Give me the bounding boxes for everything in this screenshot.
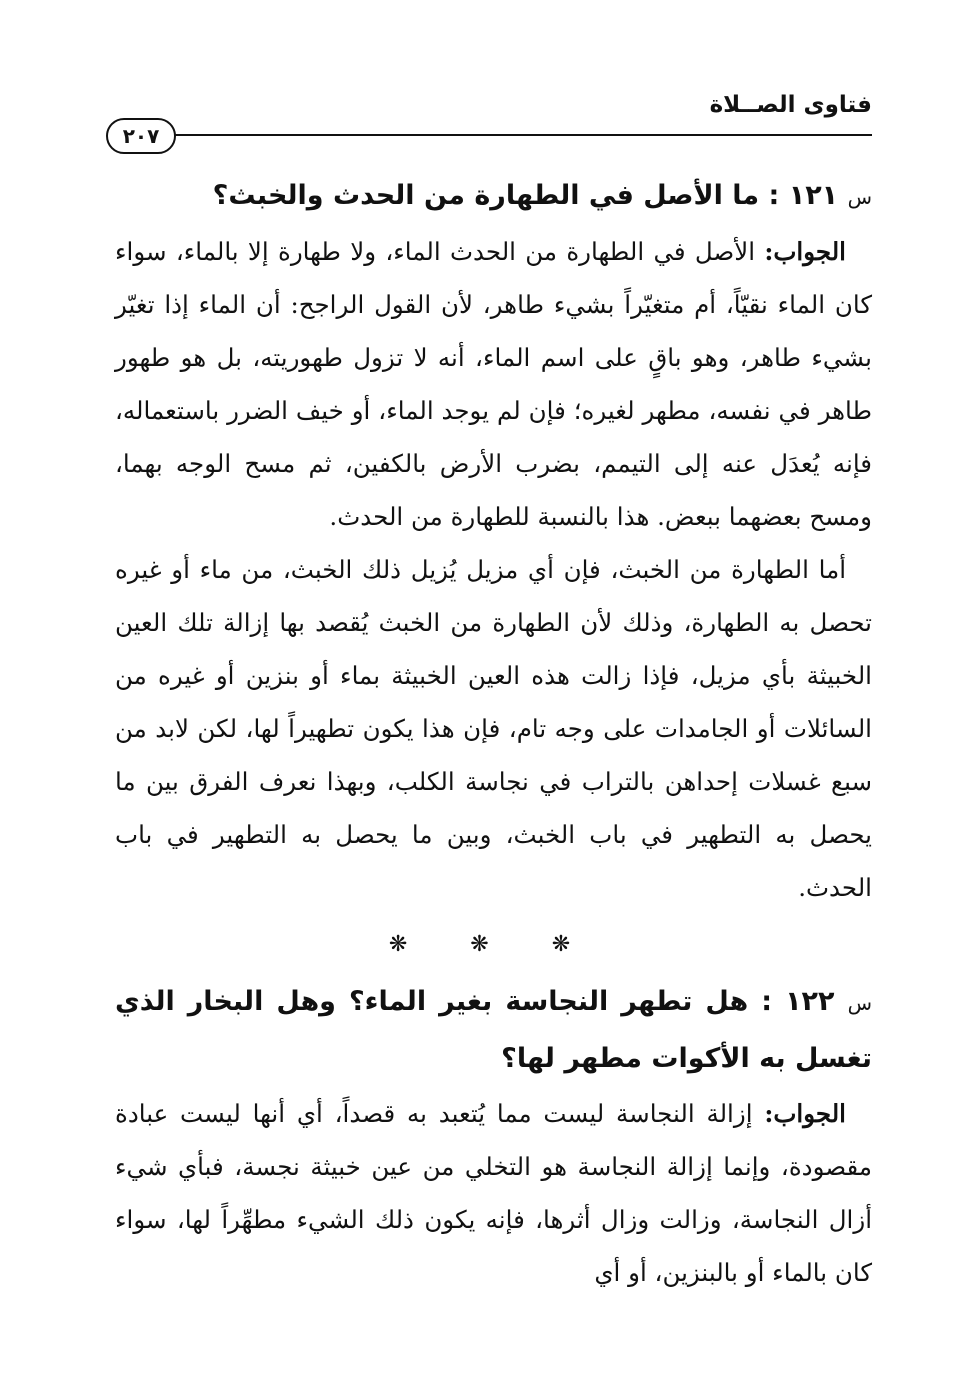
answer-122-paragraph-1 bbox=[115, 1087, 872, 1299]
question-mark: س bbox=[847, 185, 872, 209]
answer-label: الجواب: bbox=[764, 1099, 846, 1128]
page-content bbox=[115, 168, 872, 1299]
answer-121-paragraph-2 bbox=[115, 543, 872, 914]
question-text: ما الأصل في الطهارة من الحدث والخبث؟ bbox=[212, 180, 760, 211]
question-121 bbox=[115, 168, 872, 225]
answer-text: إزالة النجاسة ليست مما يُتعبد به قصداً، أي أنها ليست عبادة مقصودة، وإنما إزالة النجاسة هو التخلي من عين خبيثة نجسة، فبأي شيء أزال النجاسة، وزالت وزال أثرها، فإنه يكون ذلك الشيء مطهِّراً لها، سواء كان بالماء أو بالبنزين، أو أي bbox=[115, 1099, 872, 1287]
question-number: ١٢١ : bbox=[768, 180, 839, 211]
page-number: ٢٠٧ bbox=[106, 118, 176, 154]
answer-text: الأصل في الطهارة من الحدث الماء، ولا طهارة إلا بالماء، سواء كان الماء نقيّاً، أم متغيّراً بشيء طاهر، لأن القول الراجح: أن الماء إذا تغيّر بشيء طاهر، وهو باقٍ على اسم الماء، أنه لا تزول طهوريته، بل هو طهور طاهر في نفسه، مطهر لغيره؛ فإن لم يوجد الماء، أو خيف الضرر باستعماله، فإنه يُعدَل عنه إلى التيمم، بضرب الأرض بالكفين، ثم مسح الوجه بهما، ومسح بعضهما ببعض. هذا بالنسبة للطهارة من الحدث. bbox=[115, 237, 872, 531]
section-separator: ❋ ❋ ❋ bbox=[388, 932, 599, 957]
question-122 bbox=[115, 974, 872, 1087]
header-rule bbox=[166, 134, 872, 136]
answer-label: الجواب: bbox=[764, 237, 846, 266]
page-header bbox=[100, 88, 872, 158]
answer-121-paragraph-1 bbox=[115, 225, 872, 543]
question-text: هل تطهر النجاسة بغير الماء؟ وهل البخار الذي تغسل به الأكوات مطهر لها؟ bbox=[115, 986, 872, 1074]
question-number: ١٢٢ : bbox=[761, 986, 835, 1017]
running-title: فتاوى الصــلاة bbox=[709, 92, 872, 118]
answer-text: أما الطهارة من الخبث، فإن أي مزيل يُزيل ذلك الخبث، من ماء أو غيره تحصل به الطهارة، وذلك لأن الطهارة من الخبث يُقصد بها إزالة تلك العين الخبيثة بأي مزيل، فإذا زالت هذه العين الخبيثة بماء أو بنزين أو غيره من السائلات أو الجامدات على وجه تام، فإن هذا يكون تطهيراً لها، لكن لابد من سبع غسلات إحداهن بالتراب في نجاسة الكلب، وبهذا نعرف الفرق بين ما يحصل به التطهير في باب الخبث، وبين ما يحصل به التطهير في باب الحدث. bbox=[115, 555, 872, 902]
question-mark: س bbox=[847, 991, 872, 1015]
